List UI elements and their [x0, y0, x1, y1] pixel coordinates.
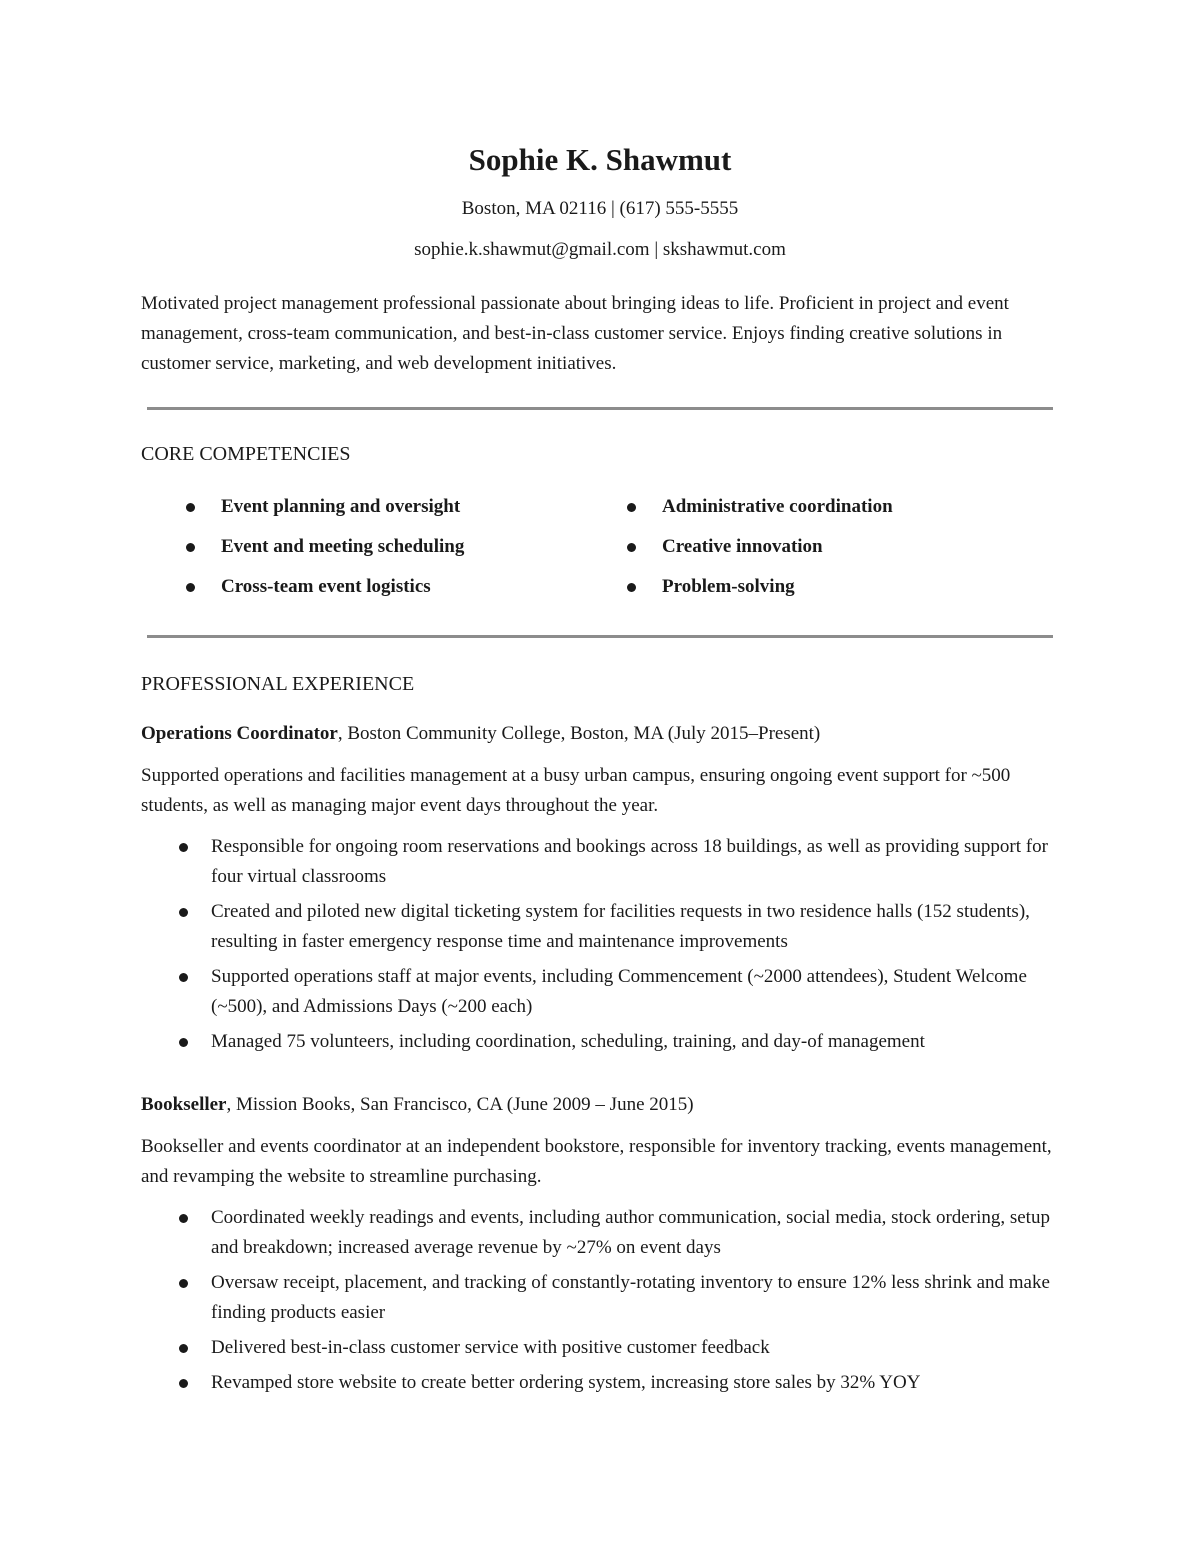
job-bullet	[141, 832, 1071, 892]
job-header	[141, 1090, 1071, 1120]
job-role: Bookseller	[141, 1094, 227, 1115]
job-role: Operations Coordinator	[141, 723, 338, 744]
bullet-icon	[186, 543, 195, 552]
job-details: , Boston Community College, Boston, MA (July 2015–Present)	[337, 723, 821, 744]
competencies-right-list	[627, 492, 893, 612]
section-divider	[147, 407, 1053, 410]
job-bullet-text: Supported operations staff at major events, including Commencement (~2000 attendees), Student Welcome (~500), and Admissions Days (~200 each)	[211, 966, 1027, 1017]
job-header	[141, 719, 1071, 749]
competencies-heading: CORE COMPETENCIES	[141, 443, 351, 465]
job-bullet-text: Coordinated weekly readings and events, including author communication, social media, stock ordering, setup and breakdown; increased average revenue by ~27% on event days	[211, 1207, 1050, 1258]
competency-label: Administrative coordination	[662, 496, 893, 517]
contact-email-website: sophie.k.shawmut@gmail.com | skshawmut.com	[414, 239, 786, 260]
competency-label: Event planning and oversight	[221, 496, 461, 517]
bullet-icon	[179, 973, 188, 982]
competency-item	[627, 532, 893, 572]
job-bullet-text: Managed 75 volunteers, including coordination, scheduling, training, and day-of management	[211, 1031, 925, 1052]
competency-label: Problem-solving	[662, 576, 795, 597]
job-bullet	[141, 1268, 1071, 1328]
professional-summary: Motivated project management professional passionate about bringing ideas to life. Proficient in project and event management, cross-team communication, and best-in-class customer service. Enjoys finding creative solutions in customer service, marketing, and web development initiatives.	[141, 293, 1009, 374]
job-bullet	[141, 1333, 1071, 1363]
job-bullet-text: Oversaw receipt, placement, and tracking of constantly-rotating inventory to ensure 12% less shrink and make finding products easier	[211, 1272, 1050, 1323]
bullet-icon	[179, 908, 188, 917]
competency-label: Cross-team event logistics	[221, 576, 431, 597]
experience-heading: PROFESSIONAL EXPERIENCE	[141, 673, 415, 695]
bullet-icon	[179, 1214, 188, 1223]
job-bullet-text: Revamped store website to create better ordering system, increasing store sales by 32% YOY	[211, 1372, 921, 1393]
competency-item	[627, 572, 893, 612]
bullet-icon	[179, 1344, 188, 1353]
job-description: Supported operations and facilities management at a busy urban campus, ensuring ongoing event support for ~500 students, as well as managing major event days throughout the year.	[141, 765, 1011, 816]
bullet-icon	[627, 543, 636, 552]
job-bullet	[141, 1203, 1071, 1263]
bullet-icon	[179, 1038, 188, 1047]
job-bullet	[141, 1027, 1071, 1057]
job-bullet-list	[141, 1203, 1071, 1398]
bullet-icon	[179, 1379, 188, 1388]
bullet-icon	[179, 843, 188, 852]
job-bullet	[141, 1368, 1071, 1398]
competency-label: Creative innovation	[662, 536, 823, 557]
competency-item	[186, 532, 464, 572]
contact-address-phone: Boston, MA 02116 | (617) 555-5555	[461, 198, 739, 219]
competencies-left-list	[186, 492, 464, 612]
bullet-icon	[179, 1279, 188, 1288]
bullet-icon	[186, 583, 195, 592]
competency-label: Event and meeting scheduling	[221, 536, 465, 557]
section-divider	[147, 635, 1053, 638]
job-entry	[141, 719, 1071, 1062]
job-bullet-text: Responsible for ongoing room reservations and bookings across 18 buildings, as well as providing support for four virtual classrooms	[211, 836, 1048, 887]
job-bullet	[141, 897, 1071, 957]
bullet-icon	[627, 503, 636, 512]
job-entry	[141, 1090, 1071, 1403]
bullet-icon	[627, 583, 636, 592]
job-bullet-text: Delivered best-in-class customer service with positive customer feedback	[211, 1337, 770, 1358]
competency-item	[627, 492, 893, 532]
competency-item	[186, 572, 464, 612]
job-bullet-text: Created and piloted new digital ticketing system for facilities requests in two residence halls (152 students), resulting in faster emergency response time and maintenance improvements	[211, 901, 1030, 952]
job-bullet	[141, 962, 1071, 1022]
competency-item	[186, 492, 464, 532]
bullet-icon	[186, 503, 195, 512]
candidate-name: Sophie K. Shawmut	[468, 142, 732, 177]
job-details: , Mission Books, San Francisco, CA (June 2009 – June 2015)	[226, 1094, 694, 1115]
job-bullet-list	[141, 832, 1071, 1057]
job-description: Bookseller and events coordinator at an independent bookstore, responsible for inventory tracking, events management, and revamping the website to streamline purchasing.	[141, 1136, 1052, 1187]
